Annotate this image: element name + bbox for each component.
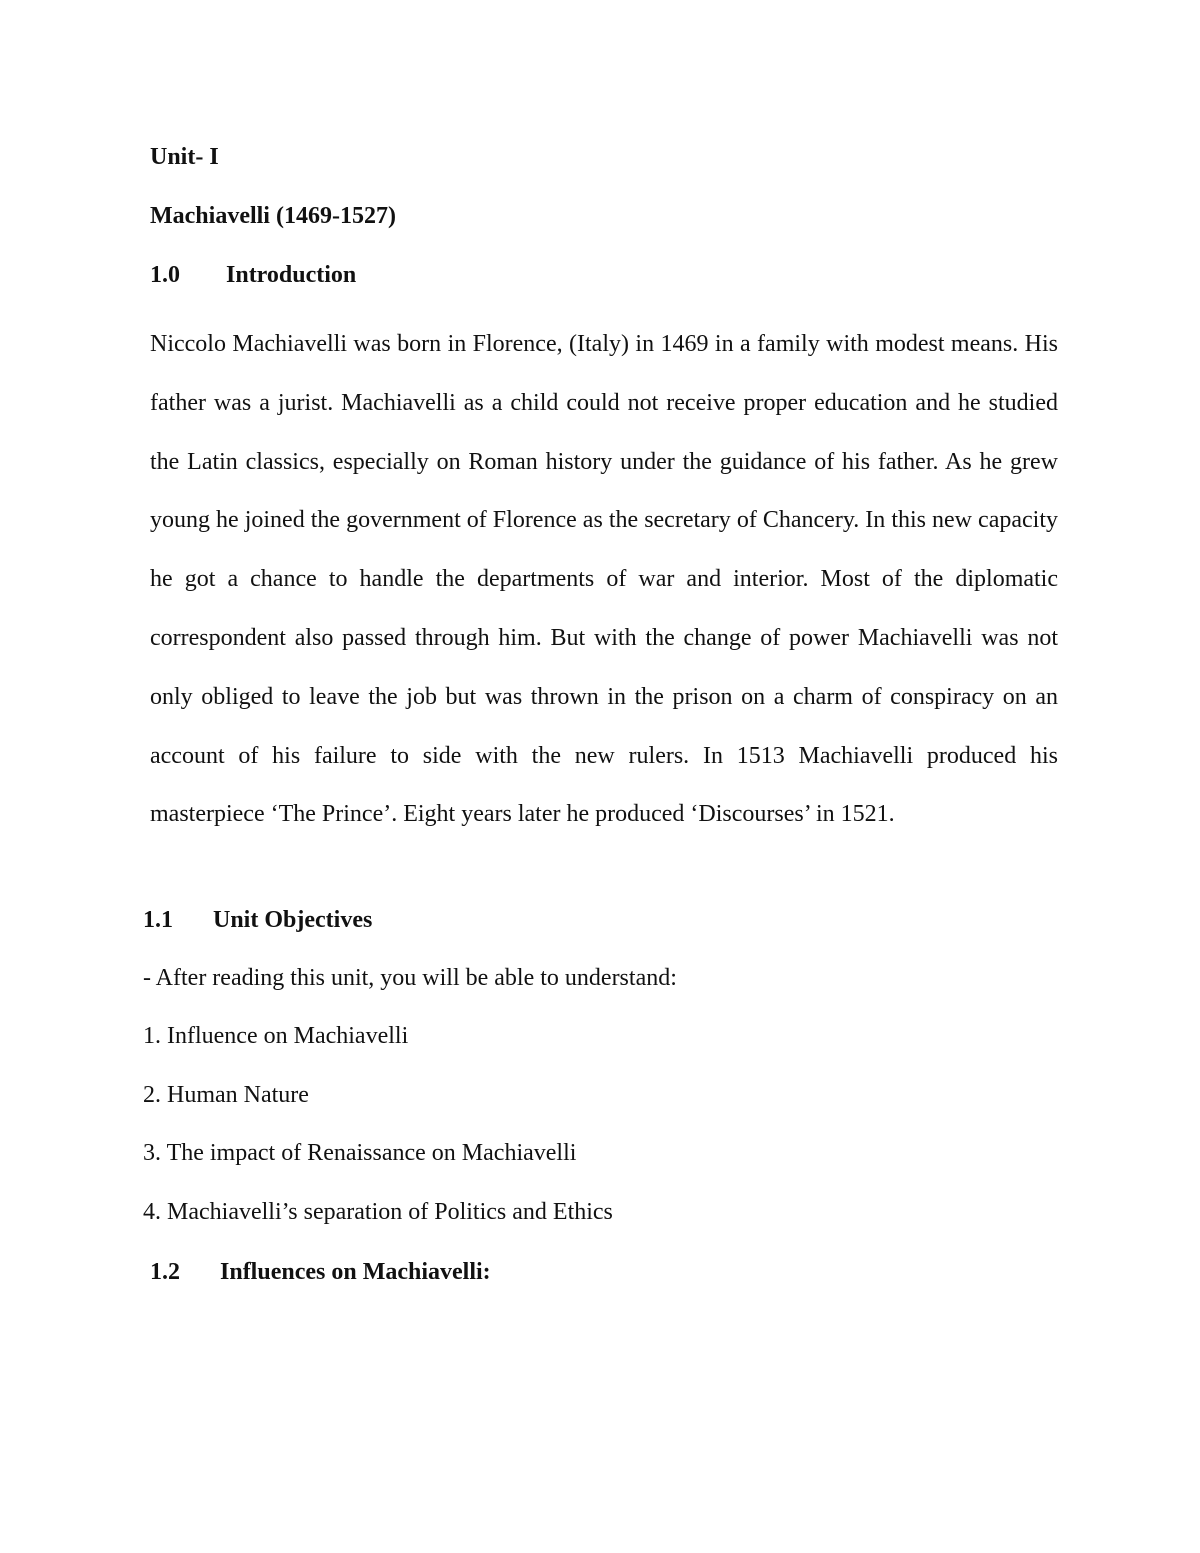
section-heading-objectives <box>143 905 372 935</box>
intro-paragraph: Niccolo Machiavelli was born in Florence, (Italy) in 1469 in a family with modest means. His father was a jurist. Machiavelli as a child could not receive proper education and he studied the Latin classics, especially on Roman history under the guidance of his father. As he grew young he joined the government of Florence as the secretary of Chancery. In this new capacity he got a chance to handle the departments of war and interior. Most of the diplomatic correspondent also passed through him. But with the change of power Machiavelli was not only obliged to leave the job but was thrown in the prison on a charm of conspiracy on an account of his failure to side with the new rulers. In 1513 Machiavelli produced his masterpiece ‘The Prince’. Eight years later he produced ‘Discourses’ in 1521. <box>150 331 1058 828</box>
section-title: Influences on Machiavelli: <box>220 1259 491 1285</box>
objective-item: 1. Influence on Machiavelli <box>143 1023 409 1049</box>
objective-item: 4. Machiavelli’s separation of Politics and Ethics <box>143 1199 613 1225</box>
objectives-intro: - After reading this unit, you will be able to understand: <box>143 965 677 991</box>
section-number: 1.1 <box>143 907 173 933</box>
section-number: 1.2 <box>150 1259 180 1285</box>
section-heading-intro <box>150 260 356 290</box>
section-title: Introduction <box>226 262 357 288</box>
section-number: 1.0 <box>150 262 180 288</box>
objective-item: 3. The impact of Renaissance on Machiavelli <box>143 1140 577 1166</box>
objective-item: 2. Human Nature <box>143 1082 309 1108</box>
section-title: Unit Objectives <box>213 907 373 933</box>
unit-title: Unit- I <box>150 144 219 170</box>
section-heading-influences <box>150 1257 491 1287</box>
chapter-title: Machiavelli (1469-1527) <box>150 203 396 229</box>
